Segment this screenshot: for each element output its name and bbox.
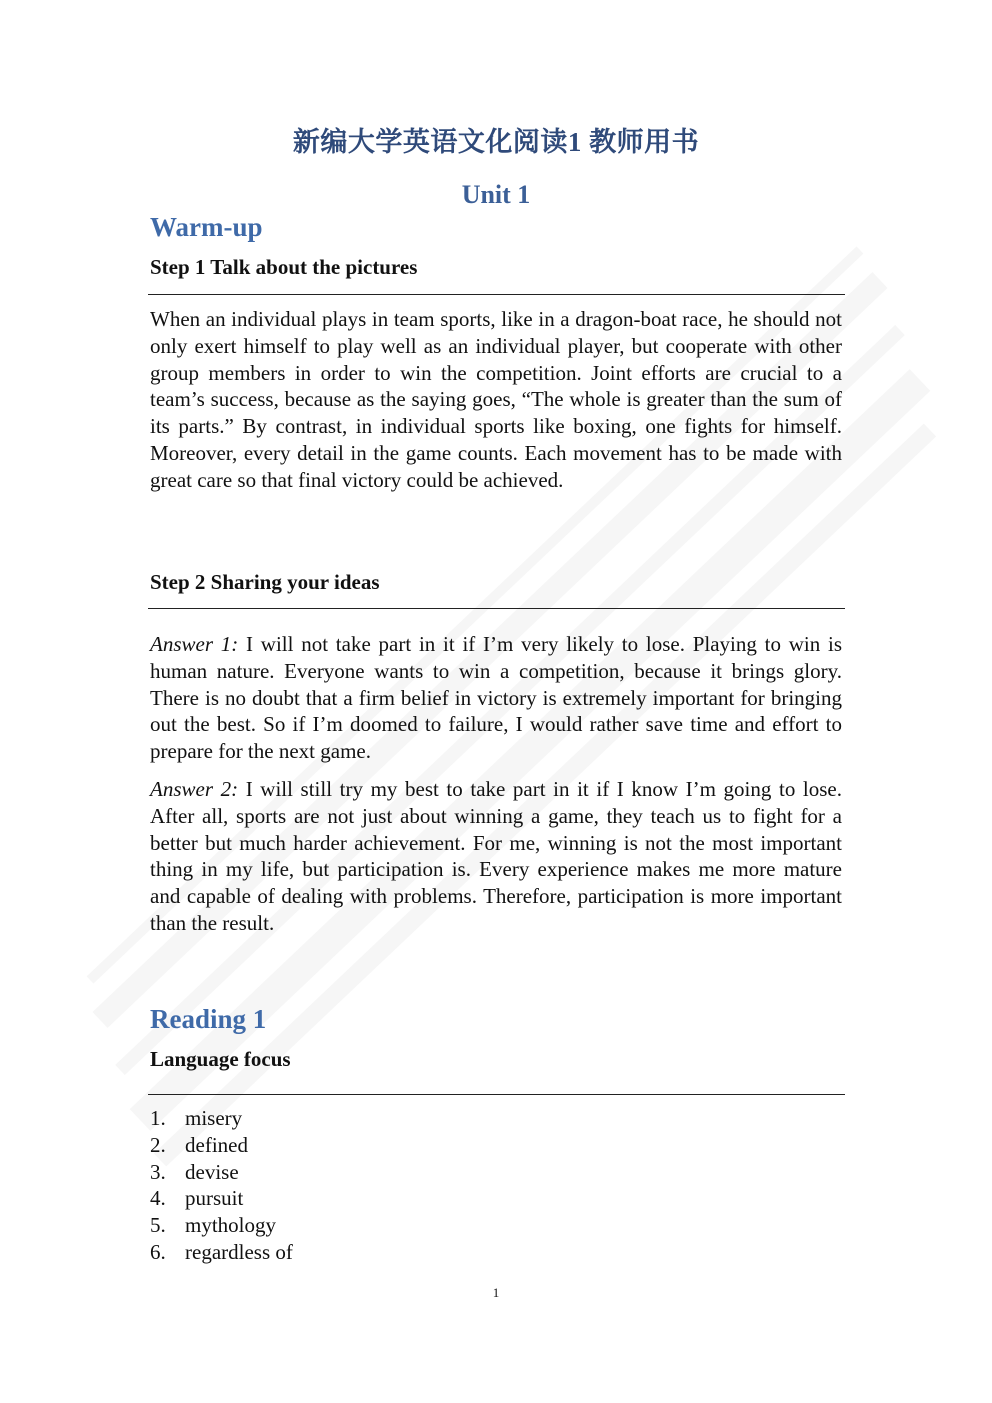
answer-2-label: Answer 2:: [150, 777, 239, 801]
list-item-number: 3.: [150, 1159, 166, 1184]
list-item-word: defined: [185, 1132, 248, 1157]
step2-heading: Step 2 Sharing your ideas: [150, 570, 380, 594]
list-item: [150, 1185, 293, 1212]
list-item-number: 5.: [150, 1213, 166, 1238]
document-title: 新编大学英语文化阅读1 教师用书: [292, 127, 700, 157]
list-item-number: 1.: [150, 1106, 166, 1130]
list-item-word: regardless of: [185, 1239, 293, 1264]
answer-2-text: I will still try my best to take part in it if I know I’m going to lose. After all, sports are not just about winning a game, they teach us to fight for a better but much harder achievement. For me, winning is not the most important thing in my life, but participation is. Every experience makes me more mature and capable of dealing with problems. Therefore, participation is more important than the result.: [150, 777, 842, 935]
section-heading-reading1: Reading 1: [150, 1004, 267, 1034]
list-item-number: 4.: [150, 1186, 166, 1211]
step1-paragraph: When an individual plays in team sports, like in a dragon-boat race, he should not only exert himself to play well as an individual player, but cooperate with other group members in order to win the competition. Joint efforts are crucial to a team’s success, because as the saying goes, “The whole is greater than the sum of its parts.” By contrast, in individual sports like boxing, one fights for himself. Moreover, every detail in the game counts. Each movement has to be made with great care so that final victory could be achieved.: [150, 307, 842, 492]
divider-step2: [148, 608, 845, 609]
section-heading-warmup: Warm-up: [150, 212, 263, 242]
step1-heading: Step 1 Talk about the pictures: [150, 255, 418, 279]
answer-1-text: I will not take part in it if I’m very likely to lose. Playing to win is human nature. Everyone wants to win a competition, because it brings glory. There is no doubt that a firm belief in victory is extremely important for bringing out the best. So if I’m doomed to failure, I would rather save time and effort to prepare for the next game.: [150, 632, 842, 764]
unit-title: Unit 1: [461, 180, 531, 209]
vocabulary-list: [150, 1105, 293, 1266]
list-item: [150, 1239, 293, 1266]
list-item-word: mythology: [185, 1213, 277, 1238]
list-item: [150, 1132, 293, 1159]
list-item-word: misery: [185, 1106, 243, 1130]
answer-2-paragraph: [150, 776, 842, 937]
answer-1-paragraph: [150, 631, 842, 765]
divider-step1: [148, 294, 845, 295]
divider-language-focus: [148, 1094, 845, 1095]
list-item: [150, 1212, 293, 1239]
list-item: [150, 1105, 293, 1132]
list-item: [150, 1159, 293, 1186]
language-focus-heading: Language focus: [150, 1047, 291, 1071]
answer-1-label: Answer 1:: [150, 632, 239, 656]
list-item-word: pursuit: [185, 1186, 244, 1211]
page-number: 1: [492, 1285, 500, 1300]
list-item-number: 2.: [150, 1132, 166, 1157]
list-item-word: devise: [185, 1159, 239, 1184]
list-item-number: 6.: [150, 1239, 166, 1264]
